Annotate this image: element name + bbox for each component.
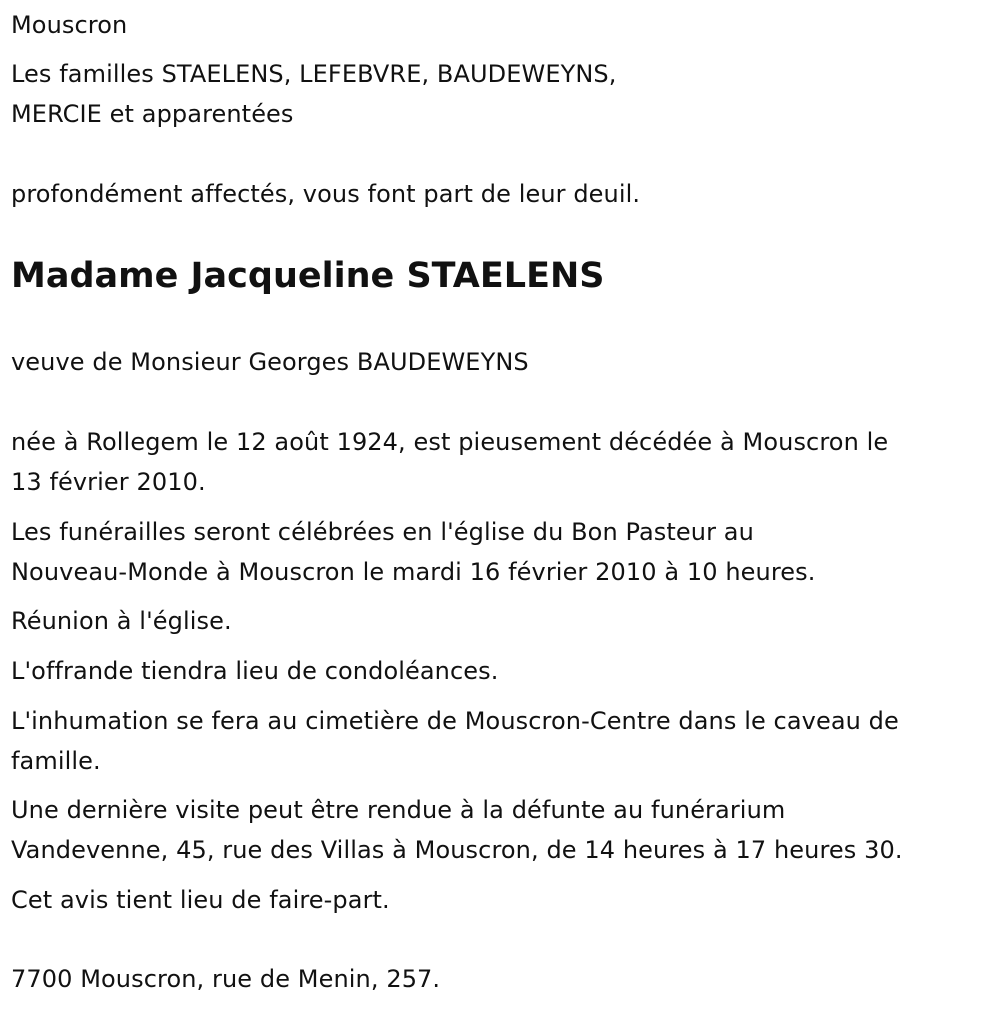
funeral-line-2: Nouveau-Monde à Mouscron le mardi 16 février 2010 à 10 heures. <box>11 558 816 586</box>
notice-statement: Cet avis tient lieu de faire-part. <box>11 886 390 914</box>
funeral-line-1: Les funérailles seront célébrées en l'église du Bon Pasteur au <box>11 518 754 546</box>
burial-line-2: famille. <box>11 747 101 775</box>
visit-line-1: Une dernière visite peut être rendue à la défunte au funérarium <box>11 796 786 824</box>
location-heading: Mouscron <box>11 11 128 39</box>
visit-line-2: Vandevenne, 45, rue des Villas à Mouscron, de 14 heures à 17 heures 30. <box>11 836 903 864</box>
widow-of-line: veuve de Monsieur Georges BAUDEWEYNS <box>11 348 529 376</box>
deceased-name: Madame Jacqueline STAELENS <box>11 256 605 296</box>
birth-death-line-1: née à Rollegem le 12 août 1924, est pieusement décédée à Mouscron le <box>11 428 889 456</box>
burial-line-1: L'inhumation se fera au cimetière de Mouscron-Centre dans le caveau de <box>11 707 899 735</box>
affected-statement: profondément affectés, vous font part de leur deuil. <box>11 180 641 208</box>
offering-line: L'offrande tiendra lieu de condoléances. <box>11 657 499 685</box>
meeting-line: Réunion à l'église. <box>11 607 232 635</box>
families-line-1: Les familles STAELENS, LEFEBVRE, BAUDEWEYNS, <box>11 60 617 88</box>
address-line: 7700 Mouscron, rue de Menin, 257. <box>11 965 441 993</box>
families-line-2: MERCIE et apparentées <box>11 100 294 128</box>
birth-death-line-2: 13 février 2010. <box>11 468 206 496</box>
